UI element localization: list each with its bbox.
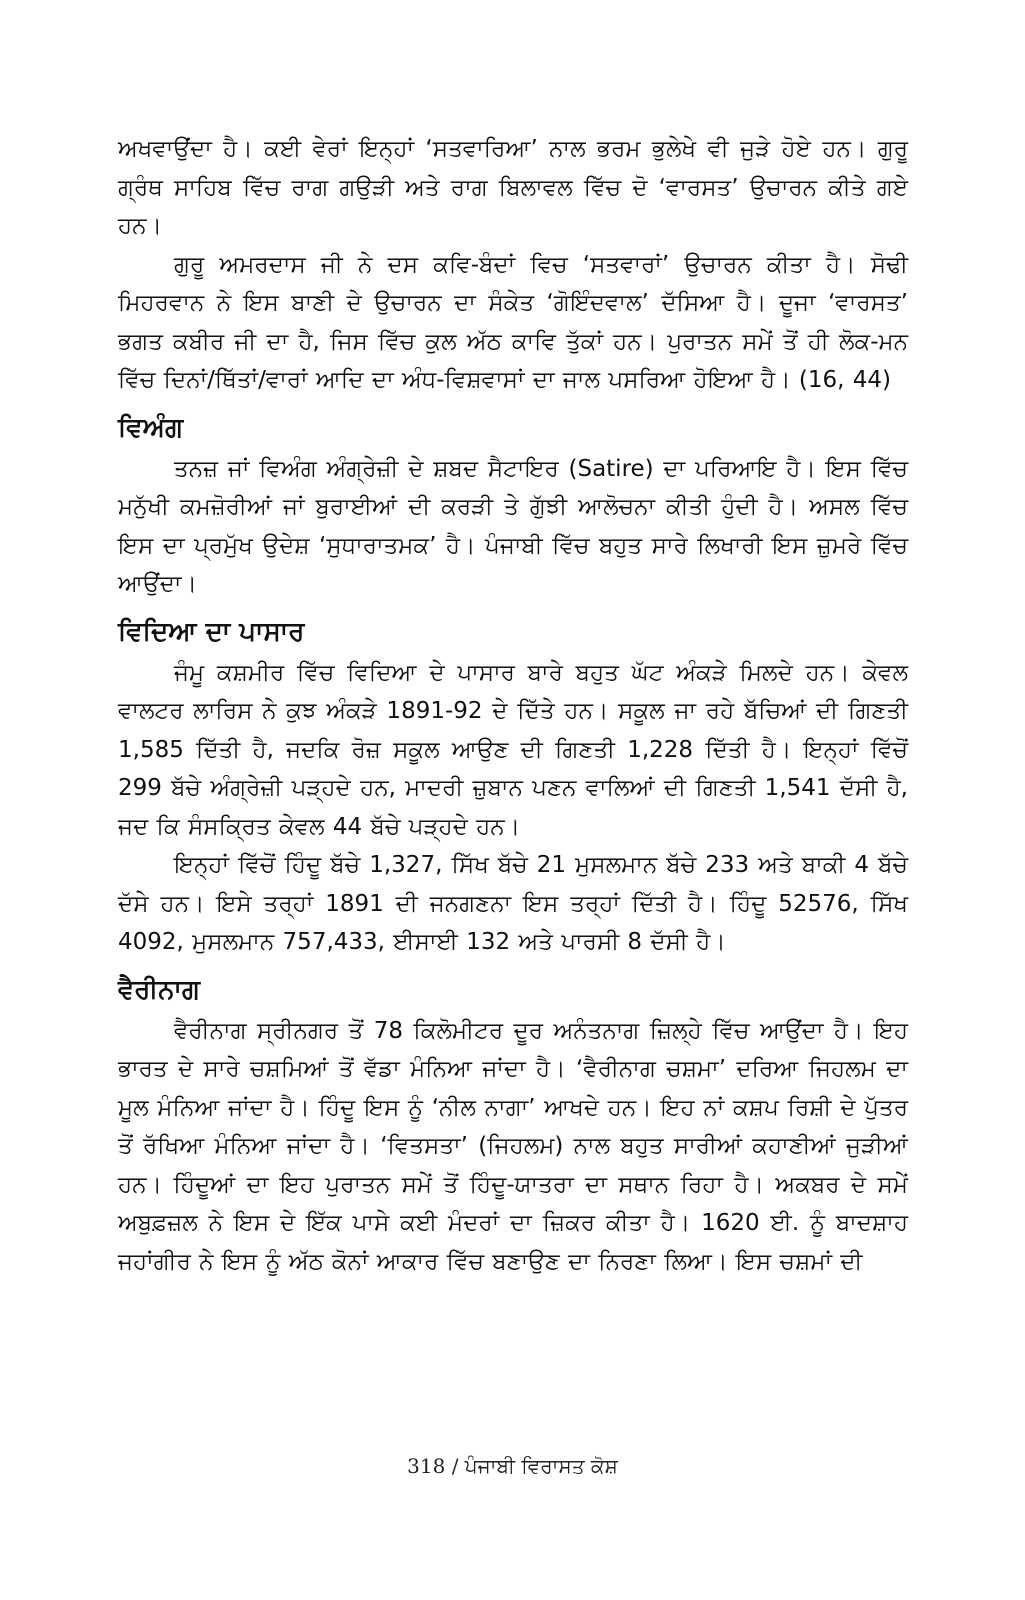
page-footer: 318 / ਪੰਜਾਬੀ ਵਿਰਾਸਤ ਕੋਸ਼ [407, 1454, 618, 1478]
paragraph-vyang-1: ਤਨਜ਼ ਜਾਂ ਵਿਅੰਗ ਅੰਗ੍ਰੇਜ਼ੀ ਦੇ ਸ਼ਬਦ ਸੈਟਾਇਰ (Satire) ਦਾ ਪਰਿਆਇ ਹੈ। ਇਸ ਵਿੱਚ ਮਨੁੱਖੀ ਕਮਜ਼ੋਰੀਆਂ ਜਾਂ ਬੁਰਾਈਆਂ ਦੀ ਕਰੜੀ ਤੇ ਗੁੱਝੀ ਆਲੋਚਨਾ ਕੀਤੀ ਹੁੰਦੀ ਹੈ। ਅਸਲ ਵਿੱਚ ਇਸ ਦਾ ਪ੍ਰਮੁੱਖ ਉਦੇਸ਼ ‘ਸੁਧਾਰਾਤਮਕ’ ਹੈ। ਪੰਜਾਬੀ ਵਿੱਚ ਬਹੁਤ ਸਾਰੇ ਲਿਖਾਰੀ ਇਸ ਜ਼ੁਮਰੇ ਵਿੱਚ ਆਉਂਦਾ। [118, 455, 908, 597]
paragraph-intro-1: ਅਖਵਾਉਂਦਾ ਹੈ। ਕਈ ਵੇਰਾਂ ਇਨ੍ਹਾਂ ‘ਸਤਵਾਰਿਆ’ ਨਾਲ ਭਰਮ ਭੁਲੇਖੇ ਵੀ ਜੁੜੇ ਹੋਏ ਹਨ। ਗੁਰੂ ਗ੍ਰੰਥ ਸਾਹਿਬ ਵਿੱਚ ਰਾਗ ਗਉੜੀ ਅਤੇ ਰਾਗ ਬਿਲਾਵਲ ਵਿੱਚ ਦੋ ‘ਵਾਰਸਤ’ ਉਚਾਰਨ ਕੀਤੇ ਗਏ ਹਨ। [118, 136, 908, 239]
paragraph-intro-2: ਗੁਰੂ ਅਮਰਦਾਸ ਜੀ ਨੇ ਦਸ ਕਵਿ-ਬੰਦਾਂ ਵਿਚ ‘ਸਤਵਾਰਾਂ’ ਉਚਾਰਨ ਕੀਤਾ ਹੈ। ਸੋਢੀ ਮਿਹਰਵਾਨ ਨੇ ਇਸ ਬਾਣੀ ਦੇ ਉਚਾਰਨ ਦਾ ਸੰਕੇਤ ‘ਗੋਇੰਦਵਾਲ’ ਦੱਸਿਆ ਹੈ। ਦੂਜਾ ‘ਵਾਰਸਤ’ ਭਗਤ ਕਬੀਰ ਜੀ ਦਾ ਹੈ, ਜਿਸ ਵਿੱਚ ਕੁਲ ਅੱਠ ਕਾਵਿ ਤੁੱਕਾਂ ਹਨ। ਪੁਰਾਤਨ ਸਮੇਂ ਤੋਂ ਹੀ ਲੋਕ-ਮਨ ਵਿੱਚ ਦਿਨਾਂ/ਥਿੱਤਾਂ/ਵਾਰਾਂ ਆਦਿ ਦਾ ਅੰਧ-ਵਿਸ਼ਵਾਸਾਂ ਦਾ ਜਾਲ ਪਸਰਿਆ ਹੋਇਆ ਹੈ। (16, 44) [118, 251, 908, 393]
page-body [118, 130, 908, 1281]
heading-verinag: ਵੈਰੀਨਾਗ [118, 974, 201, 1005]
paragraph-vidya-1: ਜੰਮੂ ਕਸ਼ਮੀਰ ਵਿੱਚ ਵਿਦਿਆ ਦੇ ਪਾਸਾਰ ਬਾਰੇ ਬਹੁਤ ਘੱਟ ਅੰਕੜੇ ਮਿਲਦੇ ਹਨ। ਕੇਵਲ ਵਾਲਟਰ ਲਾਰਿਸ ਨੇ ਕੁਝ ਅੰਕੜੇ 1891-92 ਦੇ ਦਿੱਤੇ ਹਨ। ਸਕੂਲ ਜਾ ਰਹੇ ਬੱਚਿਆਂ ਦੀ ਗਿਣਤੀ 1,585 ਦਿੱਤੀ ਹੈ, ਜਦਕਿ ਰੋਜ਼ ਸਕੂਲ ਆਉਣ ਦੀ ਗਿਣਤੀ 1,228 ਦਿੱਤੀ ਹੈ। ਇਨ੍ਹਾਂ ਵਿੱਚੋਂ 299 ਬੱਚੇ ਅੰਗ੍ਰੇਜ਼ੀ ਪੜ੍ਹਦੇ ਹਨ, ਮਾਦਰੀ ਜ਼ੁਬਾਨ ਪਣਨ ਵਾਲਿਆਂ ਦੀ ਗਿਣਤੀ 1,541 ਦੱਸੀ ਹੈ, ਜਦ ਕਿ ਸੰਸਕ੍ਰਿਤ ਕੇਵਲ 44 ਬੱਚੇ ਪੜ੍ਹਦੇ ਹਨ। [118, 659, 908, 840]
heading-vidya: ਵਿਦਿਆ ਦਾ ਪਾਸਾਰ [118, 616, 305, 647]
paragraph-verinag-1: ਵੈਰੀਨਾਗ ਸ੍ਰੀਨਗਰ ਤੋਂ 78 ਕਿਲੋਮੀਟਰ ਦੂਰ ਅਨੰਤਨਾਗ ਜ਼ਿਲ੍ਹੇ ਵਿੱਚ ਆਉਂਦਾ ਹੈ। ਇਹ ਭਾਰਤ ਦੇ ਸਾਰੇ ਚਸ਼ਮਿਆਂ ਤੋਂ ਵੱਡਾ ਮੰਨਿਆ ਜਾਂਦਾ ਹੈ। ‘ਵੈਰੀਨਾਗ ਚਸ਼ਮਾ’ ਦਰਿਆ ਜਿਹਲਮ ਦਾ ਮੂਲ ਮੰਨਿਆ ਜਾਂਦਾ ਹੈ। ਹਿੰਦੂ ਇਸ ਨੂੰ ‘ਨੀਲ ਨਾਗਾ’ ਆਖਦੇ ਹਨ। ਇਹ ਨਾਂ ਕਸ਼ਪ ਰਿਸ਼ੀ ਦੇ ਪੁੱਤਰ ਤੋਂ ਰੱਖਿਆ ਮੰਨਿਆ ਜਾਂਦਾ ਹੈ। ‘ਵਿਤਸਤਾ’ (ਜਿਹਲਮ) ਨਾਲ ਬਹੁਤ ਸਾਰੀਆਂ ਕਹਾਣੀਆਂ ਜੁੜੀਆਂ ਹਨ। ਹਿੰਦੂਆਂ ਦਾ ਇਹ ਪੁਰਾਤਨ ਸਮੇਂ ਤੋਂ ਹਿੰਦੂ-ਯਾਤਰਾ ਦਾ ਸਥਾਨ ਰਿਹਾ ਹੈ। ਅਕਬਰ ਦੇ ਸਮੇਂ ਅਬੁਫ਼ਜ਼ਲ ਨੇ ਇਸ ਦੇ ਇੱਕ ਪਾਸੇ ਕਈ ਮੰਦਰਾਂ ਦਾ ਜ਼ਿਕਰ ਕੀਤਾ ਹੈ। 1620 ਈ. ਨੂੰ ਬਾਦਸ਼ਾਹ ਜਹਾਂਗੀਰ ਨੇ ਇਸ ਨੂੰ ਅੱਠ ਕੋਨਾਂ ਆਕਾਰ ਵਿੱਚ ਬਣਾਉਣ ਦਾ ਨਿਰਣਾ ਲਿਆ। ਇਸ ਚਸ਼ਮਾਂ ਦੀ [118, 1017, 908, 1275]
paragraph-vidya-2: ਇਨ੍ਹਾਂ ਵਿੱਚੋਂ ਹਿੰਦੂ ਬੱਚੇ 1,327, ਸਿੱਖ ਬੱਚੇ 21 ਮੁਸਲਮਾਨ ਬੱਚੇ 233 ਅਤੇ ਬਾਕੀ 4 ਬੱਚੇ ਦੱਸੇ ਹਨ। ਇਸੇ ਤਰ੍ਹਾਂ 1891 ਦੀ ਜਨਗਣਨਾ ਇਸ ਤਰ੍ਹਾਂ ਦਿੱਤੀ ਹੈ। ਹਿੰਦੂ 52576, ਸਿੱਖ 4092, ਮੁਸਲਮਾਨ 757,433, ਈਸਾਈ 132 ਅਤੇ ਪਾਰਸੀ 8 ਦੱਸੀ ਹੈ। [118, 852, 908, 955]
heading-vyang: ਵਿਅੰਗ [118, 412, 184, 443]
